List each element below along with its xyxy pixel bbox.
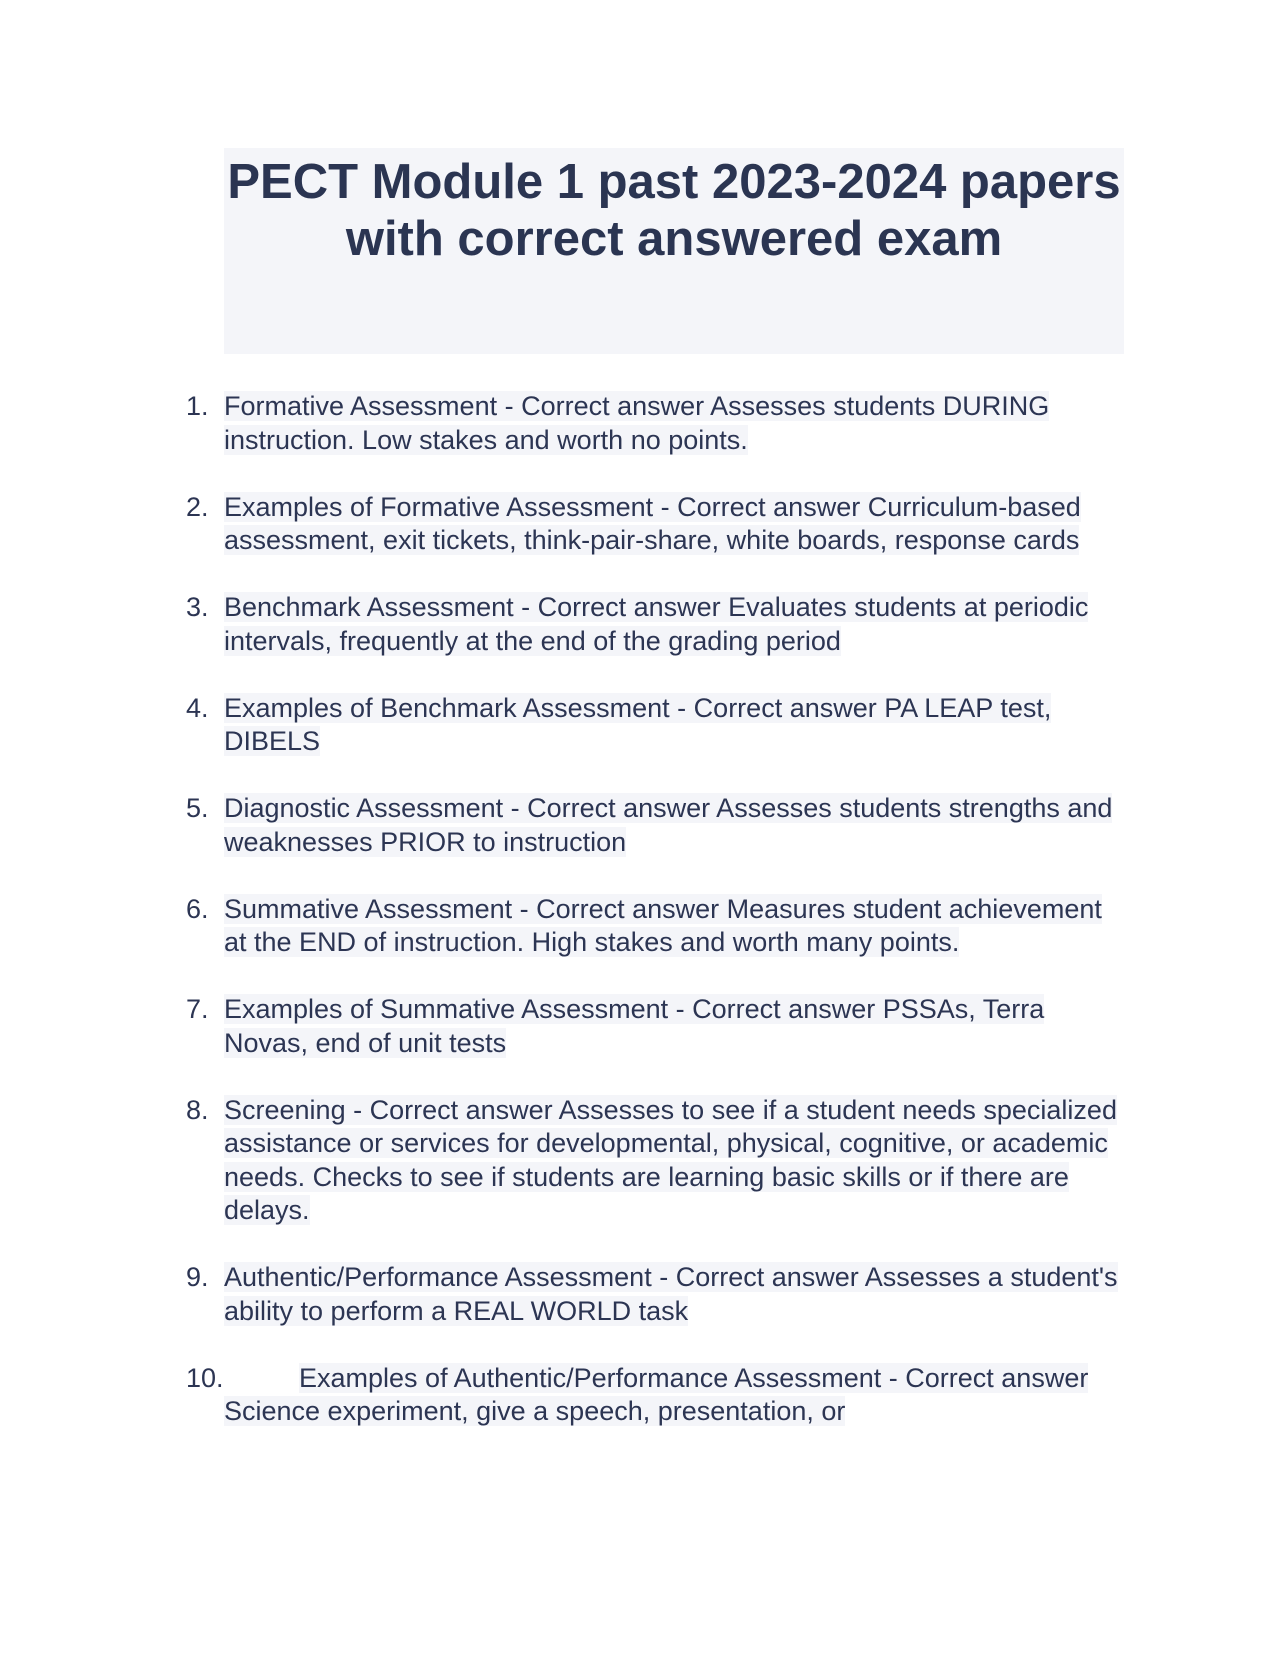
- item-text: Formative Assessment - Correct answer Assesses students DURING instruction. Low stakes and worth no points.: [224, 391, 1050, 455]
- list-item: [186, 591, 1126, 658]
- list-item: [186, 893, 1126, 960]
- item-text: Screening - Correct answer Assesses to see if a student needs specialized assistance or services for developmental, physical, cognitive, or academic needs. Checks to see if students are learning basic skills or if there are delays.: [224, 1094, 1117, 1225]
- item-text: Diagnostic Assessment - Correct answer Assesses students strengths and weaknesses PRIOR to instruction: [224, 793, 1113, 857]
- qa-list: [186, 390, 1126, 1462]
- title-block: [224, 148, 1124, 354]
- item-number: 1.: [186, 391, 209, 421]
- list-item: [186, 792, 1126, 859]
- list-item: [186, 993, 1126, 1060]
- item-number: 8.: [186, 1094, 209, 1125]
- item-text: Examples of Summative Assessment - Correct answer PSSAs, Terra Novas, end of unit tests: [224, 994, 1045, 1058]
- item-text: Summative Assessment - Correct answer Measures student achievement at the END of instruction. High stakes and worth many points.: [224, 893, 1102, 957]
- list-item: [186, 1261, 1126, 1328]
- item-number: 7.: [186, 994, 209, 1024]
- item-text: Examples of Benchmark Assessment - Correct answer PA LEAP test, DIBELS: [224, 692, 1052, 756]
- list-item: [186, 390, 1126, 457]
- item-number: 6.: [186, 893, 209, 924]
- list-item: [186, 491, 1126, 558]
- list-item: [186, 1362, 1126, 1429]
- item-number: 10.: [186, 1362, 224, 1393]
- item-number: 3.: [186, 592, 209, 622]
- document-title: PECT Module 1 past 2023-2024 papers with correct answered exam: [227, 155, 1121, 266]
- item-number: 2.: [186, 491, 209, 522]
- item-text: Examples of Formative Assessment - Correct answer Curriculum-based assessment, exit tickets, think-pair-share, white boards, response cards: [224, 491, 1081, 555]
- list-item: [186, 1094, 1126, 1228]
- item-number: 5.: [186, 793, 209, 823]
- item-number: 9.: [186, 1262, 209, 1292]
- item-text: Benchmark Assessment - Correct answer Evaluates students at periodic intervals, frequently at the end of the grading period: [224, 592, 1089, 656]
- item-number: 4.: [186, 692, 209, 723]
- item-text: Examples of Authentic/Performance Assessment - Correct answer Science experiment, give a speech, presentation, or: [224, 1362, 1089, 1426]
- item-text: Authentic/Performance Assessment - Correct answer Assesses a student's ability to perform a REAL WORLD task: [224, 1262, 1118, 1326]
- list-item: [186, 692, 1126, 759]
